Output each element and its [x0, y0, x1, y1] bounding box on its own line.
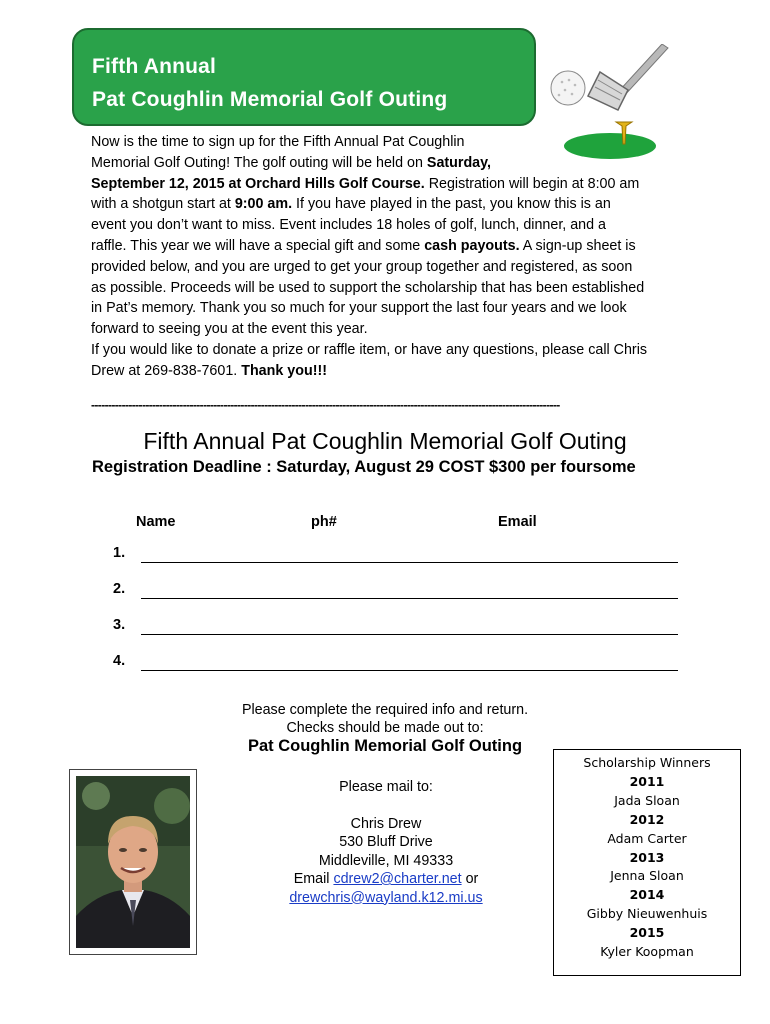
winner-name: Gibby Nieuwenhuis [586, 906, 708, 922]
registration-row[interactable] [113, 617, 678, 639]
scholarship-winners-box [553, 749, 741, 976]
row-number: 2. [113, 581, 126, 597]
winner-year: 2012 [629, 811, 665, 827]
winner-year: 2011 [629, 773, 665, 789]
cut-line-separator: ------------------------------------------------------------------------------------------------------------------------------------------ [91, 398, 560, 412]
intro-line: in Pat’s memory. Thank you so much for your support the last four years and we look [91, 300, 627, 317]
return-instructions [185, 702, 585, 737]
winner-name: Kyler Koopman [600, 944, 694, 960]
fill-in-line[interactable] [141, 562, 678, 563]
registration-row[interactable] [113, 581, 678, 603]
row-number: 4. [113, 653, 126, 669]
mail-label: Please mail to: [339, 779, 433, 795]
winner-name: Jenna Sloan [610, 868, 684, 884]
registration-row[interactable] [113, 545, 678, 567]
column-header-phone: ph# [311, 514, 337, 530]
winner-year: 2015 [629, 925, 665, 941]
check-payee: Pat Coughlin Memorial Golf Outing [247, 737, 523, 755]
return-line-2: Checks should be made out to: [286, 719, 484, 736]
winner-year: 2013 [629, 849, 665, 865]
row-number: 3. [113, 617, 126, 633]
intro-bold: Saturday, [426, 154, 491, 171]
winner-name: Jada Sloan [614, 792, 680, 808]
column-header-email: Email [498, 514, 537, 530]
intro-line: provided below, and you are urged to get your group together and registered, as soon [91, 258, 633, 275]
return-line-1: Please complete the required info and return. [241, 702, 529, 718]
intro-bold: 9:00 am. [234, 196, 293, 213]
winner-name: Adam Carter [607, 830, 687, 846]
intro-line: as possible. Proceeds will be used to support the scholarship that has been established [91, 279, 645, 296]
intro-line: Memorial Golf Outing! The golf outing will be held on [91, 154, 427, 171]
mail-to-block [276, 778, 496, 907]
fill-in-line[interactable] [141, 670, 678, 671]
intro-text [91, 132, 691, 382]
intro-bold: cash payouts. [424, 237, 520, 254]
intro-line: Drew at 269-838-7601. [91, 362, 242, 379]
intro-line: If you have played in the past, you know this is an [292, 196, 611, 213]
intro-line: A sign-up sheet is [519, 237, 636, 254]
intro-line: If you would like to donate a prize or raffle item, or have any questions, please call Chris [91, 341, 648, 358]
column-header-name: Name [136, 514, 176, 530]
fill-in-line[interactable] [141, 634, 678, 635]
intro-line: event you don’t want to miss. Event includes 18 holes of golf, lunch, dinner, and a [91, 217, 607, 234]
registration-row[interactable] [113, 653, 678, 675]
registration-deadline: Registration Deadline : Saturday, August 29 COST $300 per foursome [92, 458, 636, 476]
banner-line-2: Pat Coughlin Memorial Golf Outing [92, 88, 448, 111]
banner-line-1: Fifth Annual [92, 55, 217, 78]
winner-year: 2014 [629, 887, 665, 903]
email-prefix: Email [293, 871, 334, 887]
email-link-wayland[interactable]: drewchris@wayland.k12.mi.us [289, 889, 483, 906]
intro-line: with a shotgun start at [91, 196, 235, 213]
intro-line: Registration will begin at 8:00 am [424, 175, 640, 192]
scholarship-title: Scholarship Winners [583, 755, 711, 770]
memorial-photo [69, 769, 197, 955]
intro-line: Now is the time to sign up for the Fifth Annual Pat Coughlin [91, 134, 465, 150]
intro-line: raffle. This year we will have a special gift and some [91, 237, 425, 254]
intro-line: forward to seeing you at the event this year. [91, 321, 368, 338]
person-photo [76, 776, 190, 948]
row-number: 1. [113, 545, 126, 561]
email-or: or [461, 871, 479, 887]
mail-street: 530 Bluff Drive [339, 834, 433, 850]
email-link-charter[interactable]: cdrew2@charter.net [333, 871, 462, 887]
fill-in-line[interactable] [141, 598, 678, 599]
form-title: Fifth Annual Pat Coughlin Memorial Golf Outing [143, 428, 627, 454]
mail-city: Middleville, MI 49333 [318, 852, 454, 869]
intro-bold: September 12, 2015 at Orchard Hills Golf Course. [91, 175, 425, 192]
header-banner [72, 28, 536, 126]
thank-you: Thank you!!! [241, 362, 327, 379]
mail-name: Chris Drew [350, 815, 422, 832]
